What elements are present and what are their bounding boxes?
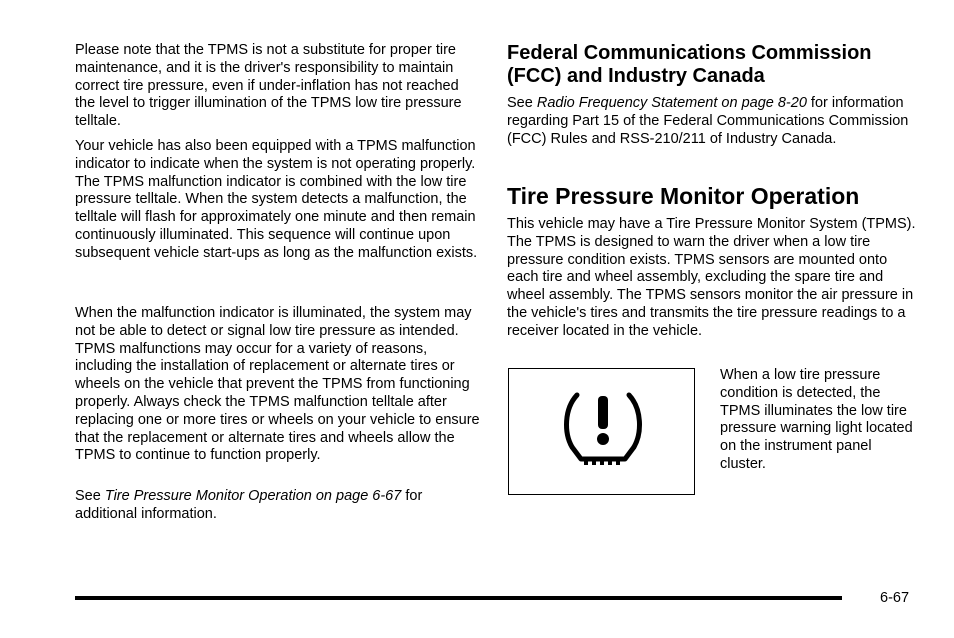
tpms-warning-figure [508, 368, 695, 495]
tpms-operation-heading: Tire Pressure Monitor Operation [507, 183, 860, 209]
fcc-heading: Federal Communications Commission (FCC) and Industry Canada [507, 42, 872, 87]
fcc-prefix: See [507, 95, 537, 111]
tpms-operation-link[interactable]: Tire Pressure Monitor Operation on page 6-67 [104, 488, 402, 504]
page-number: 6-67 [880, 590, 910, 606]
malfunction-indicator-paragraph: Your vehicle has also been equipped with a TPMS malfunction indicator to indicate when the system is not operating properly. The TPMS malfunction indicator is combined with the low tire pressure telltale. When the system detects a malfunction, the telltale will flash for approximately one minute and then remain continuously illuminated. This sequence will continue upon subsequent vehicle start-ups as long as the malfunction exists. [75, 138, 478, 261]
see-suffix: for additional information. [75, 488, 423, 522]
fcc-suffix: for information regarding Part 15 of the Federal Communications Commission (FCC) Rules and RSS-210/211 of Industry Canada. [507, 95, 909, 147]
see-also-paragraph [75, 488, 480, 524]
figure-caption: When a low tire pressure condition is detected, the TPMS illuminates the low tire pressure warning light located on the instrument panel cluster. [720, 367, 913, 472]
malfunction-causes-paragraph: When the malfunction indicator is illuminated, the system may not be able to detect or signal low tire pressure as intended. TPMS malfunctions may occur for a variety of reasons, including the installation of replacement or alternate tires or wheels on the vehicle that prevent the TPMS from functioning properly. Always check the TPMS malfunction telltale after replacing one or more tires or wheels on your vehicle to ensure that the replacement or alternate tires and wheels allow the TPMS to continue to function properly. [75, 305, 480, 464]
tpms-note-paragraph: Please note that the TPMS is not a substitute for proper tire maintenance, and it is the driver's responsibility to maintain correct tire pressure, even if under-inflation has not reached the level to trigger illumination of the TPMS low tire pressure telltale. [75, 42, 462, 130]
tpms-description-paragraph: This vehicle may have a Tire Pressure Monitor System (TPMS). The TPMS is designed to warn the driver when a low tire pressure condition exists. TPMS sensors are mounted onto each tire and wheel assembly, excluding the spare tire and wheel assembly. The TPMS sensors monitor the air pressure in the vehicle's tires and transmits the tire pressure readings to a receiver located in the vehicle. [507, 216, 916, 339]
radio-frequency-link[interactable]: Radio Frequency Statement on page 8-20 [536, 95, 807, 111]
fcc-paragraph [507, 95, 912, 148]
footer-rule [75, 596, 842, 600]
see-prefix: See [75, 488, 105, 504]
low-tire-pressure-icon [561, 389, 645, 469]
